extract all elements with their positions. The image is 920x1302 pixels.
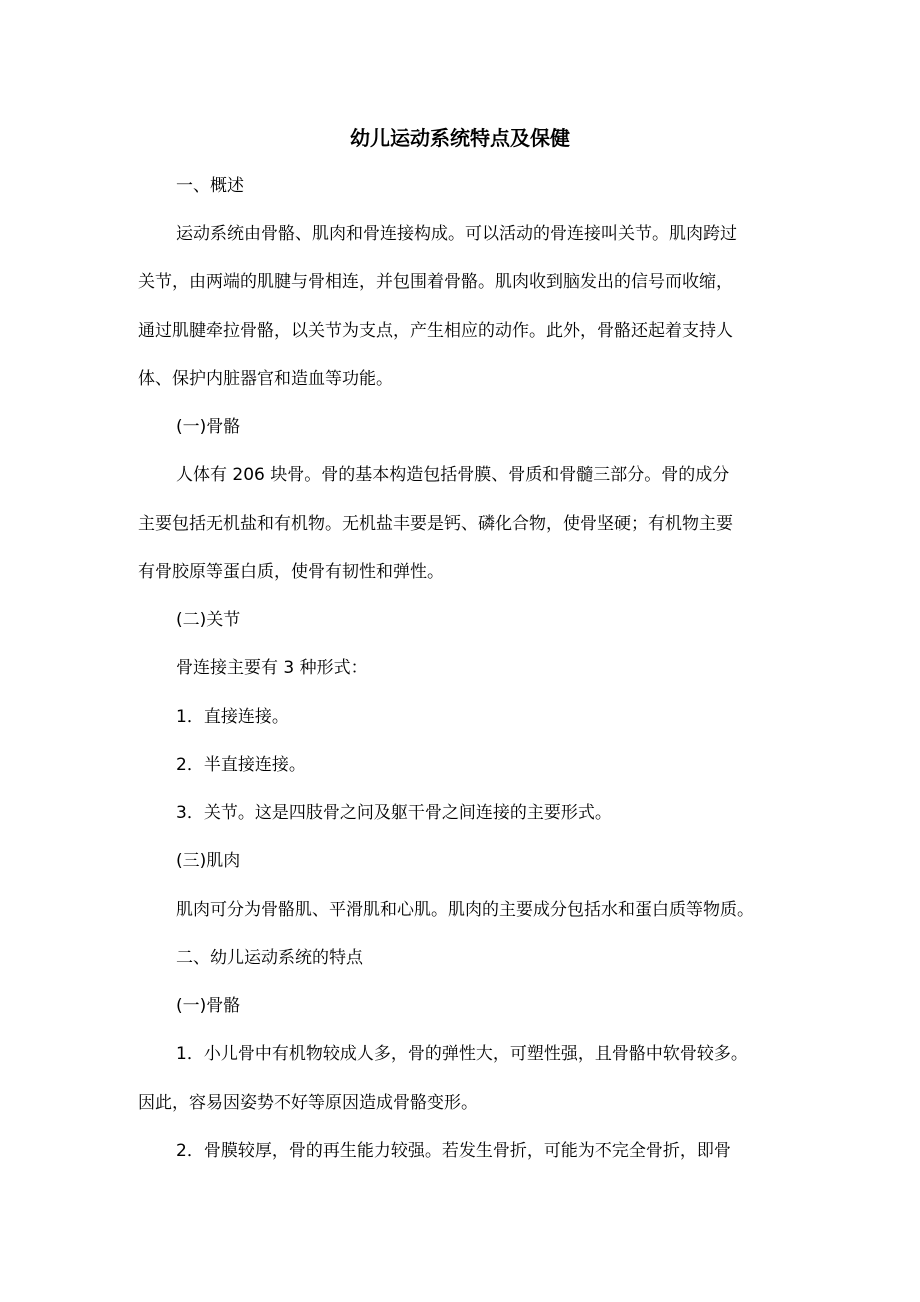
section-heading-overview: 一、概述 <box>176 176 244 196</box>
paragraph-line: 体、保护内脏器官和造血等功能。 <box>138 369 393 389</box>
paragraph-line: 骨连接主要有 3 种形式： <box>176 658 368 678</box>
paragraph-line: 运动系统由骨骼、肌肉和骨连接构成。可以活动的骨连接叫关节。肌肉跨过 <box>176 224 737 244</box>
paragraph-line: 人体有 206 块骨。骨的基本构造包括骨膜、骨质和骨髓三部分。骨的成分 <box>176 465 730 485</box>
paragraph-line: 肌肉可分为骨骼肌、平滑肌和心肌。肌肉的主要成分包括水和蛋白质等物质。 <box>176 900 754 920</box>
paragraph-line: 因此，容易因姿势不好等原因造成骨骼变形。 <box>138 1093 478 1113</box>
paragraph-line: 关节，由两端的肌腱与骨相连，并包围着骨骼。肌肉收到脑发出的信号而收缩， <box>138 272 733 292</box>
paragraph-line: 主要包括无机盐和有机物。无机盐丰要是钙、磷化合物，使骨坚硬；有机物主要 <box>138 514 733 534</box>
paragraph-line: 通过肌腱牵拉骨骼，以关节为支点，产生相应的动作。此外，骨骼还起着支持人 <box>138 321 733 341</box>
list-item: 2．半直接连接。 <box>176 755 306 775</box>
subsection-heading-bones: (一)骨骼 <box>176 996 241 1016</box>
section-heading-characteristics: 二、幼儿运动系统的特点 <box>176 948 363 968</box>
subsection-heading-bones: (一)骨骼 <box>176 417 241 437</box>
paragraph-line: 有骨胶原等蛋白质，使骨有韧性和弹性。 <box>138 562 444 582</box>
subsection-heading-joints: (二)关节 <box>176 610 241 630</box>
list-item: 3．关节。这是四肢骨之问及躯干骨之间连接的主要形式。 <box>176 803 612 823</box>
list-item: 1．小儿骨中有机物较成人多，骨的弹性大，可塑性强，且骨骼中软骨较多。 <box>176 1044 748 1064</box>
document-title: 幼儿运动系统特点及保健 <box>350 126 570 150</box>
list-item: 2．骨膜较厚，骨的再生能力较强。若发生骨折，可能为不完全骨折，即骨 <box>176 1141 731 1161</box>
subsection-heading-muscles: (三)肌肉 <box>176 851 241 871</box>
list-item: 1．直接连接。 <box>176 707 289 727</box>
